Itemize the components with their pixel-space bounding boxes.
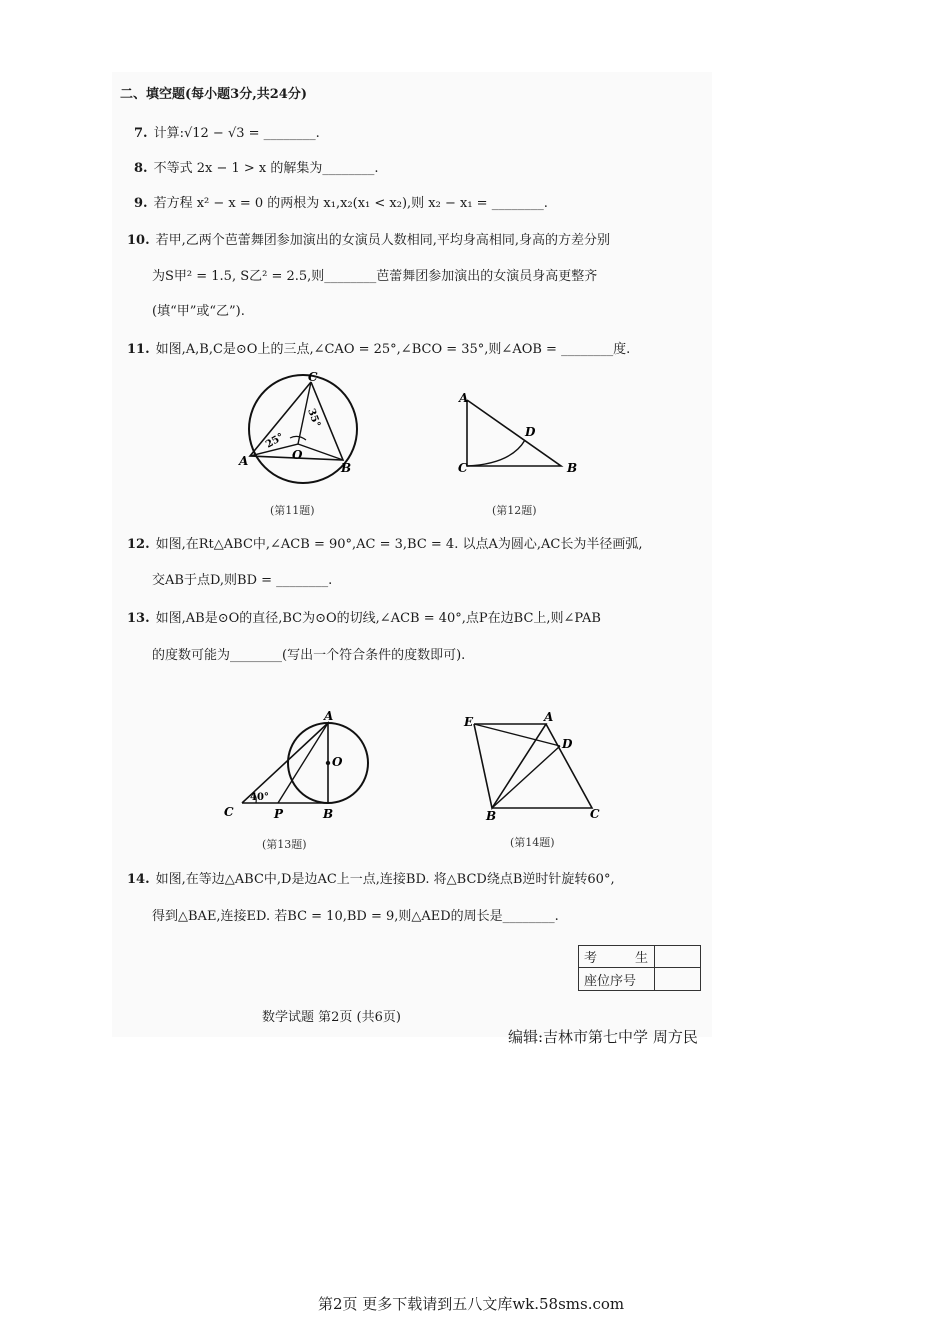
center-o — [326, 761, 330, 765]
arc-cd — [467, 440, 525, 466]
figure-11 — [238, 372, 370, 486]
caption-11: (第11题) — [270, 504, 315, 517]
question-10-line-3: (填“甲”或“乙”). — [152, 304, 245, 319]
question-number: 12. — [127, 537, 150, 552]
triangle-bae — [474, 724, 546, 808]
question-number: 8. — [134, 161, 148, 176]
label-d: D — [562, 737, 573, 751]
question-12-line-2: 交AB于点D,则BD = ________. — [152, 573, 333, 588]
angle-25: 25° — [264, 431, 286, 451]
question-text: 若方程 x² − x = 0 的两根为 x₁,x₂(x₁ < x₂),则 x₂ − x₁ = ________. — [153, 196, 548, 211]
question-number: 14. — [127, 872, 150, 887]
section-title: 二、填空题(每小题3分,共24分) — [120, 87, 307, 102]
label-a: A — [544, 710, 554, 724]
label-b: B — [567, 461, 578, 475]
label-o: O — [292, 448, 303, 462]
caption-12: (第12题) — [492, 504, 537, 517]
angle-35: 35° — [305, 407, 322, 429]
question-number: 9. — [134, 196, 148, 211]
label-c: C — [224, 805, 234, 819]
question-text: 不等式 2x − 1 > x 的解集为________. — [153, 161, 379, 176]
triangle-abc — [467, 400, 561, 466]
seat-value-cell-2 — [655, 968, 700, 990]
figure-14 — [458, 710, 608, 822]
label-b: B — [323, 807, 334, 821]
seat-label-row-1 — [579, 946, 655, 968]
seat-value-cell — [655, 946, 700, 968]
label-p: P — [274, 807, 284, 821]
question-text: 计算:√12 − √3 = ________. — [153, 126, 320, 141]
question-13 — [127, 610, 601, 628]
question-number: 7. — [134, 126, 148, 141]
question-14-line-2: 得到△BAE,连接ED. 若BC = 10,BD = 9,则△AED的周长是________. — [152, 909, 559, 924]
label-a: A — [324, 709, 334, 723]
question-number: 13. — [127, 611, 150, 626]
seat-label-row-2: 座位序号 — [579, 968, 655, 990]
label-b: B — [486, 809, 497, 822]
question-text: 如图,在Rt△ABC中,∠ACB = 90°,AC = 3,BC = 4. 以点A为圆心,AC长为半径画弧, — [155, 537, 643, 552]
scanned-page — [112, 72, 712, 1037]
question-text: 如图,A,B,C是⊙O上的三点,∠CAO = 25°,∠BCO = 35°,则∠AOB = ________度. — [155, 342, 631, 357]
triangle-abc — [492, 724, 592, 808]
label-c: C — [458, 461, 468, 475]
editor-credit: 编辑:吉林市第七中学 周方民 — [508, 1028, 698, 1046]
question-9 — [134, 195, 548, 213]
label-d: D — [525, 425, 536, 439]
label-o: O — [332, 755, 343, 769]
caption-13: (第13题) — [262, 838, 307, 851]
label-a: A — [239, 454, 249, 468]
question-12 — [127, 536, 642, 554]
seat-label-sheng: 生 — [634, 951, 648, 966]
caption-14: (第14题) — [510, 836, 555, 849]
label-a: A — [459, 391, 469, 405]
seat-number-box — [578, 945, 701, 991]
label-c: C — [590, 807, 600, 821]
question-8 — [134, 160, 379, 178]
question-number: 10. — [127, 233, 150, 248]
question-10 — [127, 232, 610, 250]
label-b: B — [341, 461, 352, 475]
seat-label-kao: 考 — [584, 951, 598, 966]
question-11 — [127, 341, 630, 359]
question-text: 如图,AB是⊙O的直径,BC为⊙O的切线,∠ACB = 40°,点P在边BC上,则∠PAB — [155, 611, 601, 626]
figure-13 — [220, 708, 370, 826]
question-7 — [134, 125, 320, 143]
label-e: E — [464, 715, 474, 729]
question-text: 若甲,乙两个芭蕾舞团参加演出的女演员人数相同,平均身高相同,身高的方差分别 — [155, 233, 611, 248]
angle-40: 40° — [250, 792, 269, 803]
question-13-line-2: 的度数可能为________(写出一个符合条件的度数即可). — [152, 648, 466, 663]
angle-aob-mark — [290, 436, 306, 440]
page-footer: 数学试题 第2页 (共6页) — [262, 1010, 401, 1025]
question-text: 如图,在等边△ABC中,D是边AC上一点,连接BD. 将△BCD绕点B逆时针旋转60°, — [155, 872, 615, 887]
question-number: 11. — [127, 342, 150, 357]
question-14 — [127, 871, 615, 889]
download-footer: 第2页 更多下载请到五八文库wk.58sms.com — [318, 1295, 625, 1313]
label-c: C — [308, 372, 318, 384]
figure-12 — [455, 388, 585, 480]
question-10-line-2: 为S甲² = 1.5, S乙² = 2.5,则________芭蕾舞团参加演出的女演员身高更整齐 — [152, 269, 598, 284]
